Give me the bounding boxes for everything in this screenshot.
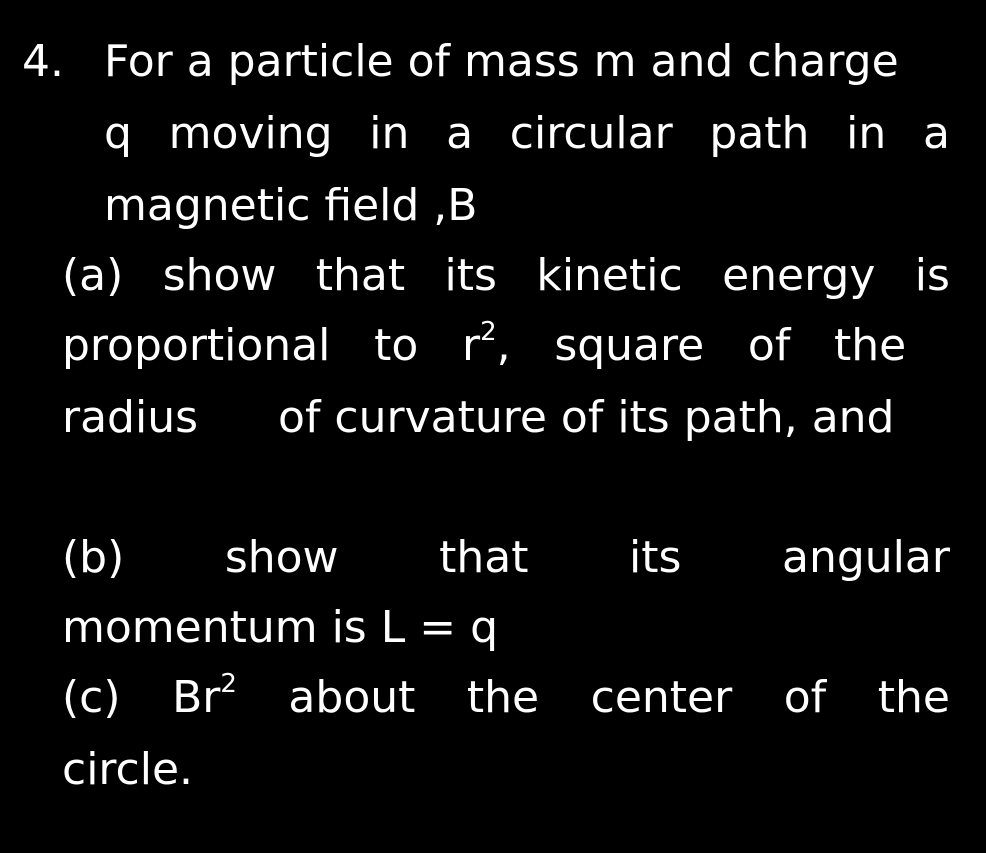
word: square (554, 320, 705, 371)
word: angular (782, 532, 950, 583)
word: path (709, 108, 810, 159)
word: in (369, 108, 410, 159)
comma: , (496, 320, 511, 371)
phrase: of curvature of its path, and (278, 392, 895, 443)
word: that (315, 250, 406, 301)
word: show (162, 250, 277, 301)
word: center (590, 672, 733, 723)
word: of (783, 672, 827, 723)
word: about (288, 672, 416, 723)
question-number: 4. (22, 36, 64, 87)
word: moving (168, 108, 333, 159)
word: a (923, 108, 950, 159)
word: the (834, 320, 907, 371)
word: is (914, 250, 950, 301)
word: circular (509, 108, 673, 159)
word: show (224, 532, 339, 583)
superscript-2: 2 (480, 317, 497, 348)
part-c-line-1 (62, 669, 950, 723)
variable-r: r (461, 320, 481, 371)
word: proportional (62, 320, 331, 371)
word: that (439, 532, 529, 583)
word: its (444, 250, 497, 301)
part-b-line-2: momentum is L = q (62, 602, 499, 653)
word: the (466, 672, 540, 723)
question-stem-line-2 (104, 108, 950, 159)
question-stem-line-3: magnetic field ,B (104, 180, 478, 231)
question-stem-line-1: For a particle of mass m and charge (104, 36, 899, 87)
part-b-label: (b) (62, 532, 125, 583)
part-a-line-2 (62, 317, 950, 371)
word: radius (62, 392, 199, 443)
expression-base: Br (172, 672, 221, 723)
part-c-line-2: circle. (62, 744, 194, 795)
word: to (374, 320, 419, 371)
word: its (629, 532, 682, 583)
part-a-line-3 (62, 392, 895, 443)
part-a-line-1 (62, 250, 950, 301)
word: q (104, 108, 132, 159)
b-r-squared (172, 669, 237, 723)
word: of (747, 320, 791, 371)
word: the (877, 672, 950, 723)
part-b-line-1 (62, 532, 950, 583)
word: kinetic (536, 250, 683, 301)
part-c-label: (c) (62, 672, 121, 723)
superscript-2: 2 (220, 669, 237, 700)
r-squared (461, 317, 511, 371)
word: in (846, 108, 887, 159)
part-a-label: (a) (62, 250, 124, 301)
word: energy (722, 250, 876, 301)
word: a (446, 108, 474, 159)
